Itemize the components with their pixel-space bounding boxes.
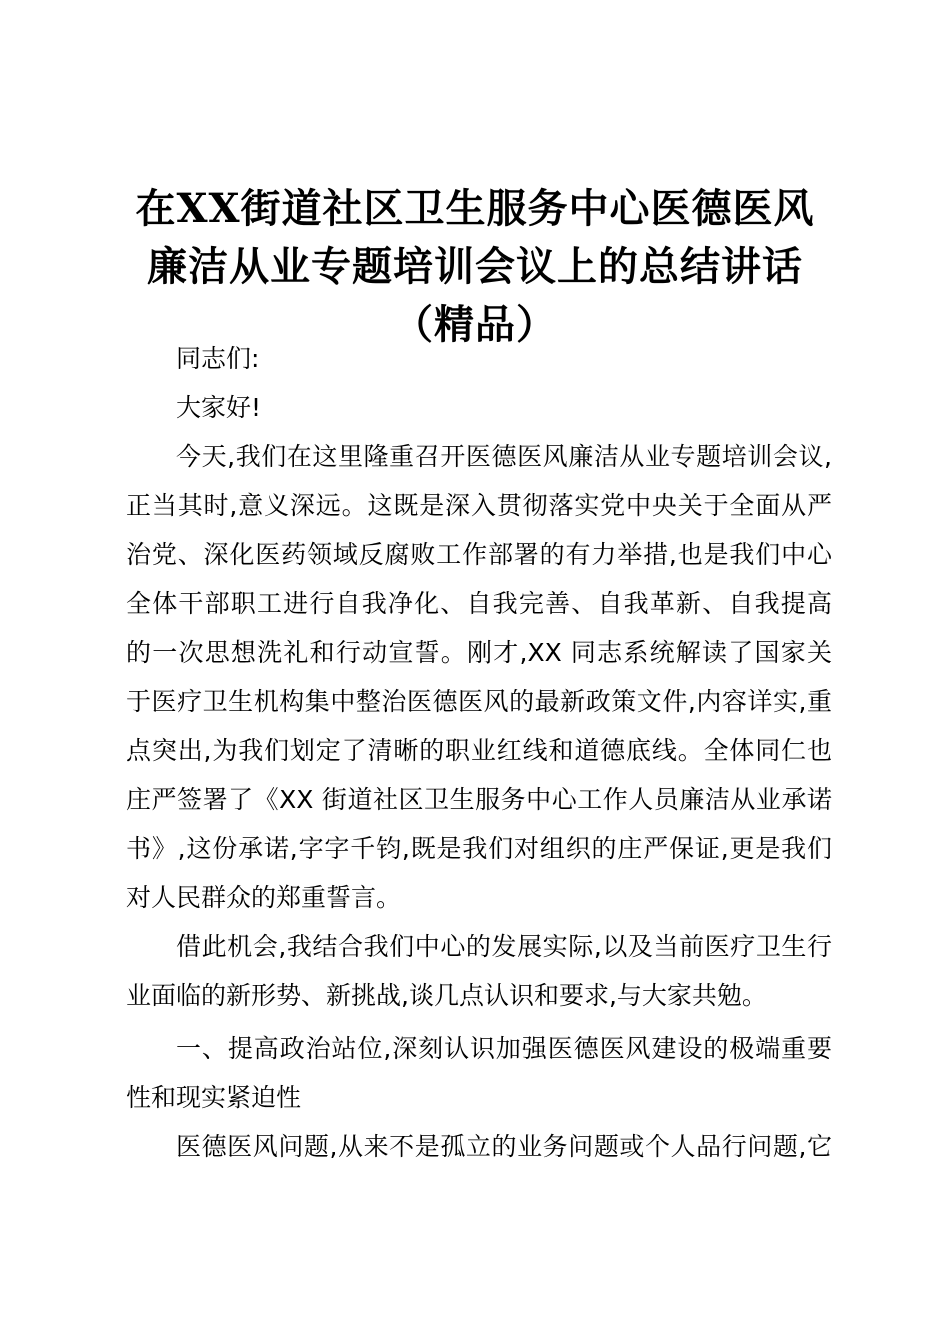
heading-line: 性和现实紧迫性 <box>126 1083 302 1112</box>
paragraph-line: 借此机会,我结合我们中心的发展实际,以及当前医疗卫生行 <box>176 932 832 961</box>
paragraph-line: 点突出,为我们划定了清晰的职业红线和道德底线。全体同仁也 <box>126 736 832 765</box>
paragraph-line: 书》,这份承诺,字字千钧,既是我们对组织的庄严保证,更是我们 <box>126 834 832 863</box>
paragraph-section-1 <box>126 1122 832 1171</box>
paragraph-line: 今天,我们在这里隆重召开医德医风廉洁从业专题培训会议, <box>176 442 832 471</box>
salutation-comrades: 同志们: <box>176 344 260 373</box>
paragraph-opening <box>126 432 832 922</box>
paragraph-line: 庄严签署了《XX 街道社区卫生服务中心工作人员廉洁从业承诺 <box>126 785 832 814</box>
paragraph-line: 于医疗卫生机构集中整治医德医风的最新政策文件,内容详实,重 <box>126 687 832 716</box>
title-line-3: （精品） <box>393 301 557 348</box>
paragraph-context <box>126 922 832 1020</box>
paragraph-line: 的一次思想洗礼和行动宣誓。刚才,XX 同志系统解读了国家关 <box>126 638 832 667</box>
paragraph-line: 治党、深化医药领域反腐败工作部署的有力举措,也是我们中心 <box>126 540 832 569</box>
document-body <box>126 334 832 1171</box>
paragraph-line: 正当其时,意义深远。这既是深入贯彻落实党中央关于全面从严 <box>126 491 832 520</box>
document-title <box>120 180 830 354</box>
title-line-2: 廉洁从业专题培训会议上的总结讲话 <box>147 243 803 290</box>
salutation-greeting: 大家好! <box>176 393 262 422</box>
paragraph-line: 全体干部职工进行自我净化、自我完善、自我革新、自我提高 <box>126 589 832 618</box>
paragraph-line: 对人民群众的郑重誓言。 <box>126 883 402 912</box>
heading-line: 一、提高政治站位,深刻认识加强医德医风建设的极端重要 <box>176 1034 832 1063</box>
title-line-1: 在XX街道社区卫生服务中心医德医风 <box>135 185 815 232</box>
paragraph-line: 医德医风问题,从来不是孤立的业务问题或个人品行问题,它 <box>176 1132 832 1161</box>
paragraph-line: 业面临的新形势、新挑战,谈几点认识和要求,与大家共勉。 <box>126 981 767 1010</box>
section-heading-1 <box>126 1024 832 1122</box>
